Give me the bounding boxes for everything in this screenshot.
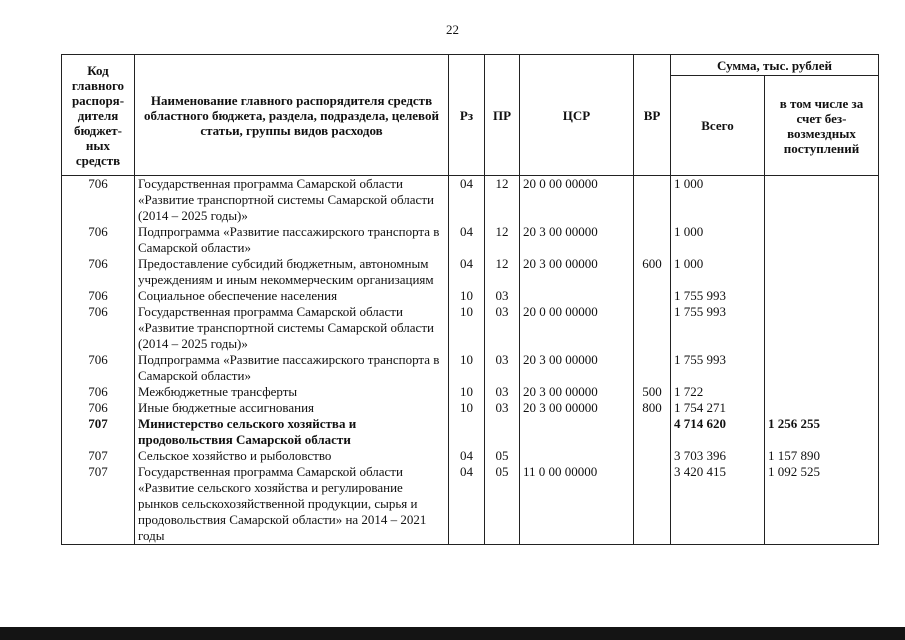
cell-pr: 03	[485, 304, 520, 352]
cell-grant	[765, 176, 879, 225]
cell-total: 1 755 993	[671, 304, 765, 352]
cell-rz: 10	[449, 352, 485, 384]
header-total: Всего	[671, 76, 765, 176]
cell-vr: 500	[634, 384, 671, 400]
budget-table	[61, 54, 879, 545]
cell-csr: 20 3 00 00000	[520, 224, 634, 256]
table-row	[62, 448, 879, 464]
cell-total: 1 754 271	[671, 400, 765, 416]
cell-total: 1 755 993	[671, 288, 765, 304]
cell-grant: 1 092 525	[765, 464, 879, 545]
cell-csr: 20 3 00 00000	[520, 400, 634, 416]
header-code: Код главного распоря-дителя бюджет-ных средств	[62, 55, 135, 176]
cell-csr	[520, 288, 634, 304]
cell-grant	[765, 256, 879, 288]
cell-vr	[634, 224, 671, 256]
cell-rz: 10	[449, 304, 485, 352]
header-csr: ЦСР	[520, 55, 634, 176]
cell-total: 3 703 396	[671, 448, 765, 464]
header-vr: ВР	[634, 55, 671, 176]
cell-code: 706	[62, 224, 135, 256]
cell-total: 3 420 415	[671, 464, 765, 545]
cell-code: 706	[62, 288, 135, 304]
cell-vr	[634, 288, 671, 304]
cell-grant	[765, 352, 879, 384]
cell-rz: 10	[449, 400, 485, 416]
cell-pr: 12	[485, 176, 520, 225]
cell-total: 1 722	[671, 384, 765, 400]
cell-csr: 20 3 00 00000	[520, 352, 634, 384]
cell-vr: 600	[634, 256, 671, 288]
cell-pr: 05	[485, 448, 520, 464]
cell-pr: 05	[485, 464, 520, 545]
cell-name: Подпрограмма «Развитие пассажирского транспорта в Самарской области»	[135, 352, 449, 384]
cell-name: Межбюджетные трансферты	[135, 384, 449, 400]
table-row	[62, 352, 879, 384]
cell-csr: 20 0 00 00000	[520, 176, 634, 225]
cell-code: 707	[62, 448, 135, 464]
cell-name: Сельское хозяйство и рыболовство	[135, 448, 449, 464]
cell-code: 706	[62, 400, 135, 416]
cell-vr	[634, 352, 671, 384]
header-pr: ПР	[485, 55, 520, 176]
cell-csr: 20 3 00 00000	[520, 256, 634, 288]
cell-total: 1 000	[671, 224, 765, 256]
cell-code: 706	[62, 384, 135, 400]
cell-name: Министерство сельского хозяйства и продовольствия Самарской области	[135, 416, 449, 448]
cell-rz: 04	[449, 224, 485, 256]
table-row	[62, 256, 879, 288]
table-row	[62, 176, 879, 225]
cell-pr: 03	[485, 288, 520, 304]
cell-grant: 1 157 890	[765, 448, 879, 464]
cell-rz: 04	[449, 464, 485, 545]
cell-rz: 04	[449, 448, 485, 464]
cell-rz: 10	[449, 384, 485, 400]
cell-total: 4 714 620	[671, 416, 765, 448]
cell-total: 1 000	[671, 176, 765, 225]
cell-total: 1 755 993	[671, 352, 765, 384]
header-name: Наименование главного распорядителя средств областного бюджета, раздела, подраздела, целевой статьи, группы видов расходов	[135, 55, 449, 176]
cell-vr: 800	[634, 400, 671, 416]
cell-grant	[765, 400, 879, 416]
cell-pr: 12	[485, 224, 520, 256]
cell-name: Социальное обеспечение населения	[135, 288, 449, 304]
page-number: 22	[446, 22, 459, 37]
cell-name: Государственная программа Самарской области «Развитие транспортной системы Самарской области (2014 – 2025 годы)»	[135, 304, 449, 352]
cell-grant	[765, 288, 879, 304]
table-row	[62, 288, 879, 304]
cell-csr: 20 3 00 00000	[520, 384, 634, 400]
cell-pr: 03	[485, 400, 520, 416]
cell-rz: 04	[449, 256, 485, 288]
cell-grant: 1 256 255	[765, 416, 879, 448]
cell-vr	[634, 448, 671, 464]
cell-pr: 12	[485, 256, 520, 288]
cell-rz: 04	[449, 176, 485, 225]
table-row	[62, 400, 879, 416]
cell-csr	[520, 416, 634, 448]
header-grant: в том числе за счет без-возмездных поступлений	[765, 76, 879, 176]
table-row	[62, 464, 879, 545]
cell-code: 707	[62, 416, 135, 448]
cell-grant	[765, 304, 879, 352]
cell-code: 706	[62, 176, 135, 225]
cell-code: 706	[62, 304, 135, 352]
cell-code: 706	[62, 256, 135, 288]
cell-name: Государственная программа Самарской области «Развитие сельского хозяйства и регулирование рынков сельскохозяйственной продукции, сырья и продовольствия Самарской области» на 2014 – 2021 годы	[135, 464, 449, 545]
table-row	[62, 224, 879, 256]
cell-name: Государственная программа Самарской области «Развитие транспортной системы Самарской области (2014 – 2025 годы)»	[135, 176, 449, 225]
table-row	[62, 304, 879, 352]
cell-rz	[449, 416, 485, 448]
cell-code: 707	[62, 464, 135, 545]
cell-vr	[634, 176, 671, 225]
cell-total: 1 000	[671, 256, 765, 288]
cell-csr: 11 0 00 00000	[520, 464, 634, 545]
cell-csr	[520, 448, 634, 464]
cell-grant	[765, 224, 879, 256]
cell-pr	[485, 416, 520, 448]
scan-edge-bar	[0, 627, 905, 640]
table-row	[62, 384, 879, 400]
cell-vr	[634, 464, 671, 545]
cell-name: Предоставление субсидий бюджетным, автономным учреждениям и иным некоммерческим организациям	[135, 256, 449, 288]
cell-vr	[634, 416, 671, 448]
table-row	[62, 416, 879, 448]
cell-vr	[634, 304, 671, 352]
cell-pr: 03	[485, 352, 520, 384]
cell-name: Иные бюджетные ассигнования	[135, 400, 449, 416]
cell-rz: 10	[449, 288, 485, 304]
cell-code: 706	[62, 352, 135, 384]
cell-name: Подпрограмма «Развитие пассажирского транспорта в Самарской области»	[135, 224, 449, 256]
cell-csr: 20 0 00 00000	[520, 304, 634, 352]
cell-grant	[765, 384, 879, 400]
cell-pr: 03	[485, 384, 520, 400]
header-rz: Рз	[449, 55, 485, 176]
header-sum: Сумма, тыс. рублей	[671, 55, 879, 76]
